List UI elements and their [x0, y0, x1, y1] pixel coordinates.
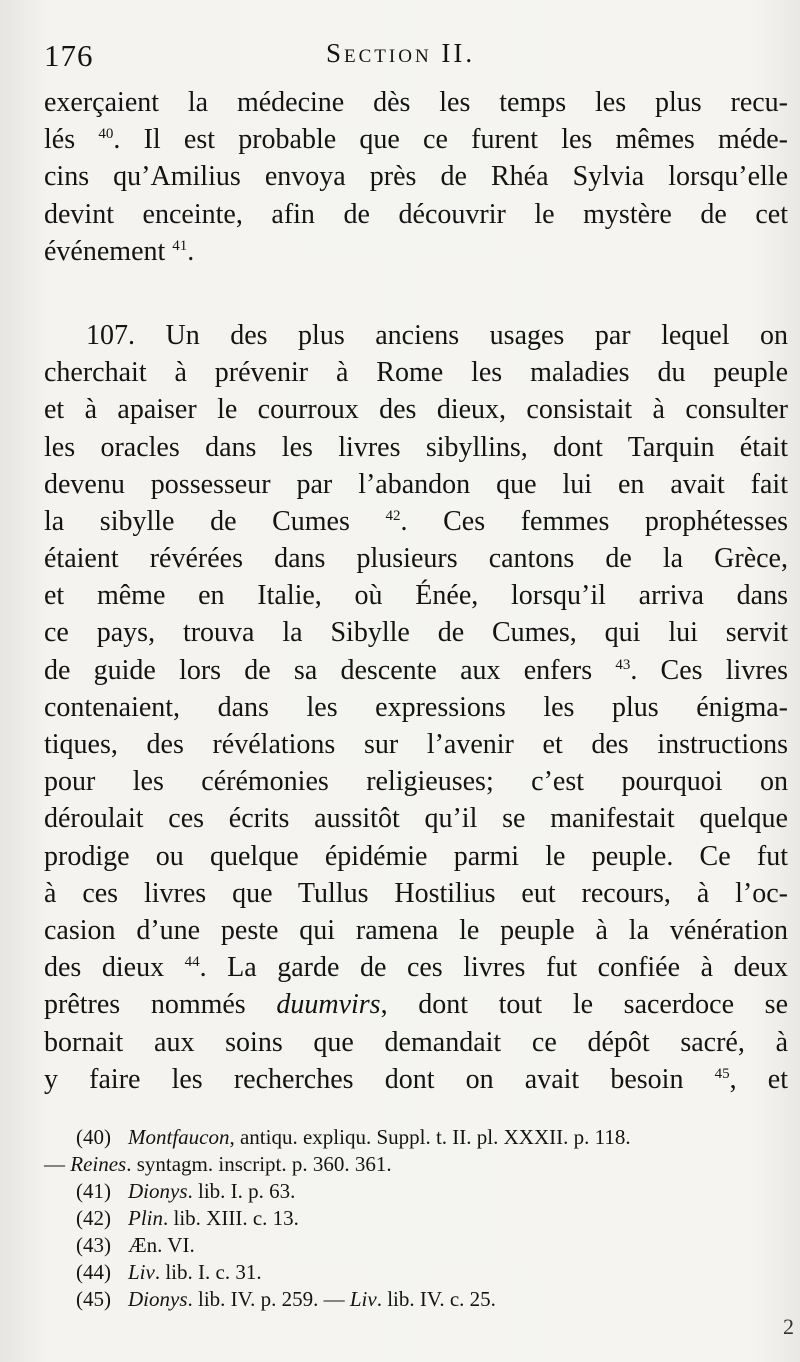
text-line: contenaient, dans les expressions les plus énigma- [44, 691, 788, 723]
text-line: devint enceinte, afin de découvrir le mystère de cet [44, 198, 788, 230]
signature-mark: 2 [783, 1314, 794, 1339]
footnote-ref[interactable]: 44 [184, 954, 200, 971]
footnote-ref[interactable]: 41 [172, 237, 188, 254]
text-line: cherchait à prévenir à Rome les maladies du peuple [44, 357, 788, 389]
running-title: Section II. [326, 38, 476, 68]
footnote-ref[interactable]: 45 [714, 1065, 730, 1082]
text-line: lés $^{40}$. Il est probable que ce furent les mêmes méde- [44, 124, 789, 156]
text-line: tiques, des révélations sur l’avenir et des instructions [44, 729, 788, 760]
footnote-43: (43) Æn. VI. [76, 1233, 195, 1257]
text-line: événement $^{41}$. [44, 235, 195, 267]
footnote-42: (42) Plin. lib. XIII. c. 13. [76, 1206, 299, 1230]
footnote-ref[interactable]: 43 [615, 656, 631, 673]
text-line: de guide lors de sa descente aux enfers $^{43}$. Ces livres [44, 654, 788, 686]
text-line: les oracles dans les livres sibyllins, dont Tarquin était [44, 431, 788, 463]
text-line: pour les cérémonies religieuses; c’est pourquoi on [44, 766, 788, 798]
text-line: étaient révérées dans plusieurs cantons de la Grèce, [44, 543, 788, 575]
text-line: prodige ou quelque épidémie parmi le peuple. Ce fut [44, 840, 788, 872]
text-line: y faire les recherches dont on avait besoin $^{45}$, et [44, 1063, 788, 1095]
footnotes [44, 1124, 788, 1313]
text-line: et à apaiser le courroux des dieux, consistait à consulter [44, 394, 788, 426]
footnote-ref[interactable]: 42 [385, 507, 401, 524]
footnote-40-continued: — Reines. syntagm. inscript. p. 360. 361. [44, 1152, 392, 1176]
text-line: prêtres nommés duumvirs, dont tout le sacerdoce se [44, 989, 788, 1021]
text-line: à ces livres que Tullus Hostilius eut recours, à l’oc- [44, 877, 788, 909]
italic-term: duumvirs [276, 989, 381, 1021]
text-line: devenu possesseur par l’abandon que lui en avait fait [44, 468, 788, 500]
text-line: casion d’une peste qui ramena le peuple à la vénération [44, 914, 788, 946]
text-line: la sibylle de Cumes $^{42}$. Ces femmes prophétesses [44, 505, 789, 537]
footnote-45: (45) Dionys. lib. IV. p. 259. — Liv. lib. IV. c. 25. [76, 1287, 496, 1311]
text-line: et même en Italie, où Énée, lorsqu’il arriva dans [44, 580, 788, 612]
paragraph-opening-line: 107. Un des plus anciens usages par lequel on [86, 319, 788, 351]
footnote-number: (44) [76, 1260, 111, 1284]
footnote-ref[interactable]: 40 [98, 126, 114, 143]
text-line: déroulait ces écrits aussitôt qu’il se manifestait quelque [44, 803, 788, 835]
text-line: exerçaient la médecine dès les temps les plus recu- [44, 87, 788, 118]
footnote-number: (45) [76, 1287, 111, 1311]
body-text [44, 84, 788, 1098]
page-number: 176 [44, 38, 94, 73]
text-line: ce pays, trouva la Sibylle de Cumes, qui lui servit [44, 617, 788, 649]
footnote-number: (40) [76, 1125, 111, 1149]
footnote-number: (43) [76, 1233, 111, 1257]
text-line: des dieux $^{44}$. La garde de ces livres fut confiée à deux [44, 952, 788, 984]
page-header [44, 38, 784, 78]
footnote-40: (40) Montfaucon, antiqu. expliqu. Suppl. t. II. pl. XXXII. p. 118. [76, 1125, 631, 1149]
text-line: cins qu’Amilius envoya près de Rhéa Sylvia lorsqu’elle [44, 161, 788, 193]
footnote-44: (44) Liv. lib. I. c. 31. [76, 1260, 262, 1284]
text-line: bornait aux soins que demandait ce dépôt sacré, à [44, 1026, 788, 1058]
footnote-number: (42) [76, 1206, 111, 1230]
footnote-41: (41) Dionys. lib. I. p. 63. [76, 1179, 296, 1203]
footnote-number: (41) [76, 1179, 111, 1203]
